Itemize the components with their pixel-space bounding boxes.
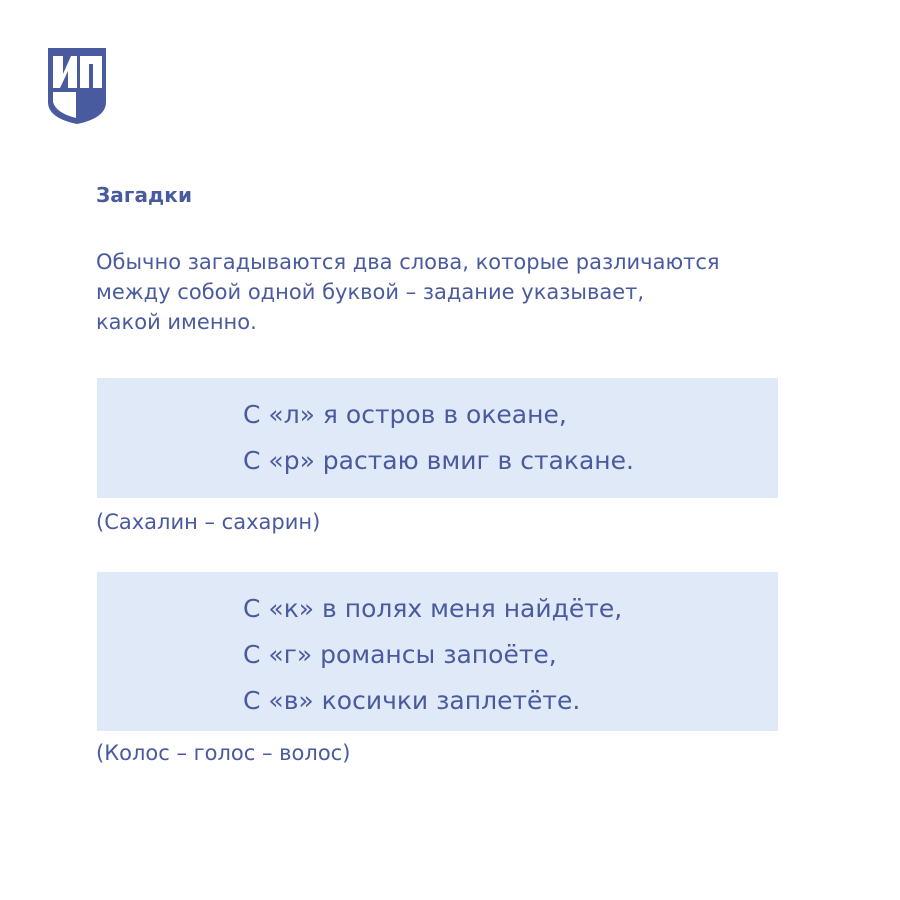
riddle-line: С «р» растаю вмиг в стакане. <box>243 446 634 475</box>
riddle-answer-2: (Колос – голос – волос) <box>96 741 351 765</box>
intro-paragraph <box>96 247 796 337</box>
riddle-answer-1: (Сахалин – сахарин) <box>96 510 321 534</box>
riddle-line: С «л» я остров в океане, <box>243 400 567 429</box>
intro-line: между собой одной буквой – задание указывает, <box>96 280 645 304</box>
riddle-box-1 <box>97 378 778 498</box>
section-title: Загадки <box>96 183 193 207</box>
riddle-box-2 <box>97 572 778 731</box>
riddle-line: С «в» косички заплетёте. <box>243 686 581 715</box>
riddle-verse <box>243 392 634 484</box>
intro-line: Обычно загадываются два слова, которые различаются <box>96 250 720 274</box>
riddle-verse <box>243 586 622 724</box>
publisher-logo <box>44 44 110 126</box>
riddle-line: С «к» в полях меня найдёте, <box>243 594 623 623</box>
prosveshchenie-logo-icon <box>44 44 110 126</box>
riddle-line: С «г» романсы запоёте, <box>243 640 557 669</box>
intro-line: какой именно. <box>96 310 257 334</box>
